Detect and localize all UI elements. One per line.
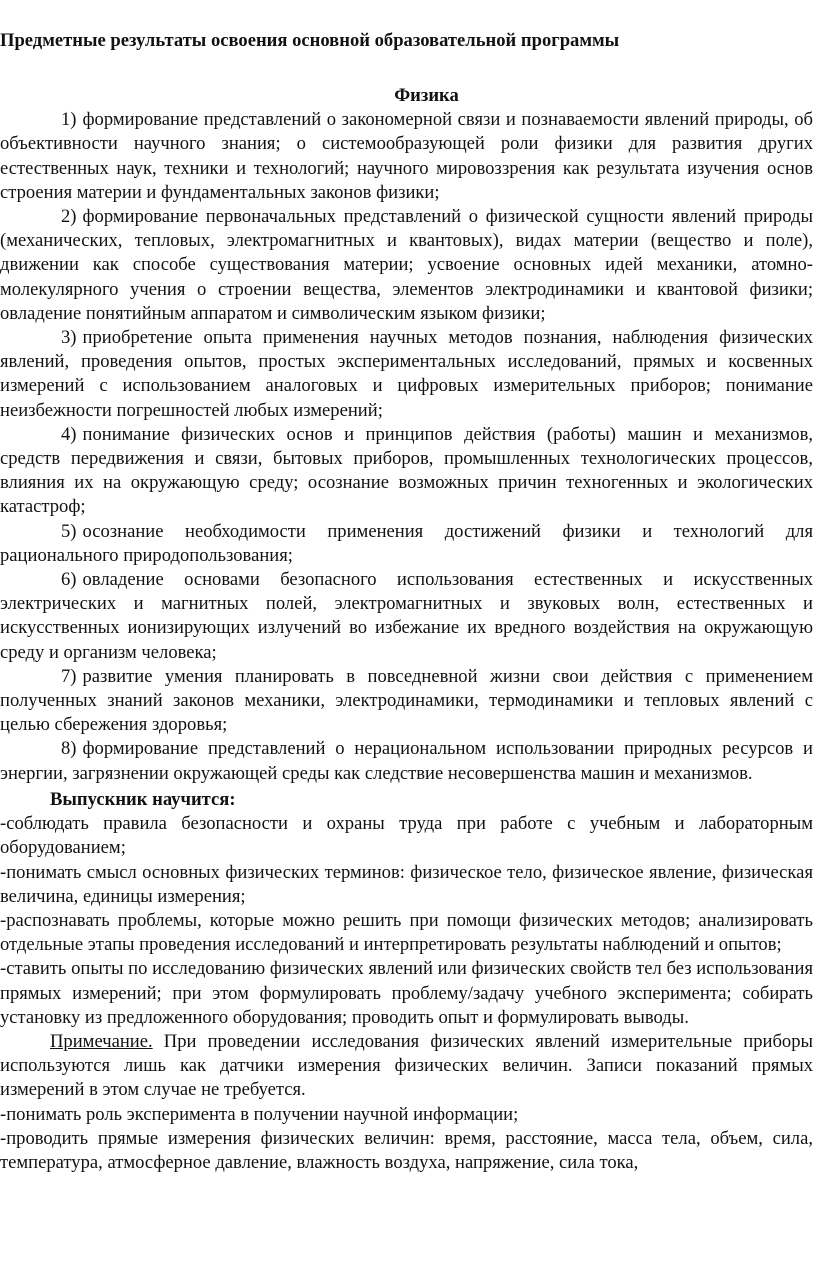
list-item: -соблюдать правила безопасности и охраны труда при работе с учебным и лабораторным оборудованием;	[0, 813, 813, 859]
item-number: 2)	[61, 206, 77, 228]
list-item: -проводить прямые измерения физических величин: время, расстояние, масса тела, объем, сила, температура, атмосферное давление, влажность воздуха, напряжение, сила тока,	[0, 1127, 813, 1173]
numbered-item	[0, 568, 813, 665]
item-number: 8)	[61, 738, 77, 760]
note-text: При проведении исследования физических явлений измерительные приборы используются лишь как датчики измерения физических величин. Записи показаний прямых измерений в этом случае не требуется.	[0, 1030, 813, 1101]
graduate-heading: Выпускник научится:	[50, 788, 236, 810]
item-text: осознание необходимости применения достижений физики и технологий для рационального природопользования;	[0, 520, 813, 566]
numbered-item	[0, 520, 813, 568]
subject-heading: Физика	[394, 85, 459, 106]
numbered-item	[0, 665, 813, 738]
note-label: Примечание.	[50, 1030, 153, 1052]
list-item: -понимать роль эксперимента в получении научной информации;	[0, 1103, 519, 1125]
list-item: -распознавать проблемы, которые можно решить при помощи физических методов; анализировать отдельные этапы проведения исследований и интерпретировать результаты наблюдений и опытов;	[0, 909, 813, 956]
item-text: овладение основами безопасного использования естественных и искусственных электрических и магнитных полей, электромагнитных и звуковых волн, естественных и искусственных ионизирующих излучений во избежание их вредного воздействия на окружающую среду и организм человека;	[0, 569, 813, 663]
document-title: Предметные результаты освоения основной образовательной программы	[0, 30, 620, 51]
item-text: формирование представлений о нерациональном использовании природных ресурсов и энергии, загрязнении окружающей среды как следствие несовершенства машин и механизмов.	[0, 738, 813, 784]
numbered-item	[0, 108, 813, 205]
numbered-list	[0, 108, 813, 786]
item-number: 7)	[61, 665, 77, 687]
list-item: -ставить опыты по исследованию физических явлений или физических свойств тел без использования прямых измерений; при этом формулировать проблему/задачу учебного эксперимента; собирать установку из предложенного оборудования; проводить опыт и формулировать выводы.	[0, 958, 813, 1028]
item-text: формирование первоначальных представлений о физической сущности явлений природы (механических, тепловых, электромагнитных и квантовых), видах материи (вещество и поле), движении как способе существования материи; усвоение основных идей механики, атомно-молекулярного учения о строении вещества, элементов электродинамики и квантовой физики; овладение понятийным аппаратом и символическим языком физики;	[0, 206, 813, 324]
graduate-list-b	[0, 1103, 813, 1176]
item-text: понимание физических основ и принципов действия (работы) машин и механизмов, средств передвижения и связи, бытовых приборов, промышленных технологических процессов, влияния их на окружающую среду; осознание возможных причин техногенных и экологических катастроф;	[0, 423, 813, 518]
item-number: 3)	[61, 327, 77, 349]
item-text: приобретение опыта применения научных методов познания, наблюдения физических явлений, проведения опытов, простых экспериментальных исследований, прямых и косвенных измерений с использованием аналоговых и цифровых измерительных приборов; понимание неизбежности погрешностей любых измерений;	[0, 327, 813, 421]
numbered-item	[0, 423, 813, 520]
item-number: 4)	[61, 423, 77, 445]
item-number: 6)	[61, 569, 77, 591]
item-text: развитие умения планировать в повседневной жизни свои действия с применением полученных знаний законов механики, электродинамики, термодинамики и тепловых явлений с целью сбережения здоровья;	[0, 665, 813, 736]
item-number: 1)	[61, 109, 77, 131]
numbered-item	[0, 326, 813, 423]
item-number: 5)	[61, 520, 77, 542]
note-paragraph	[0, 1030, 813, 1103]
item-text: формирование представлений о закономерной связи и познаваемости явлений природы, об объективности научного знания; о системообразующей роли физики для развития других естественных наук, техники и технологий; научного мировоззрения как результата изучения основ строения материи и фундаментальных законов физики;	[0, 109, 813, 203]
numbered-item	[0, 737, 813, 785]
list-item: -понимать смысл основных физических терминов: физическое тело, физическое явление, физическая величина, единицы измерения;	[0, 861, 813, 907]
numbered-item	[0, 205, 813, 326]
graduate-list-a	[0, 812, 813, 1030]
